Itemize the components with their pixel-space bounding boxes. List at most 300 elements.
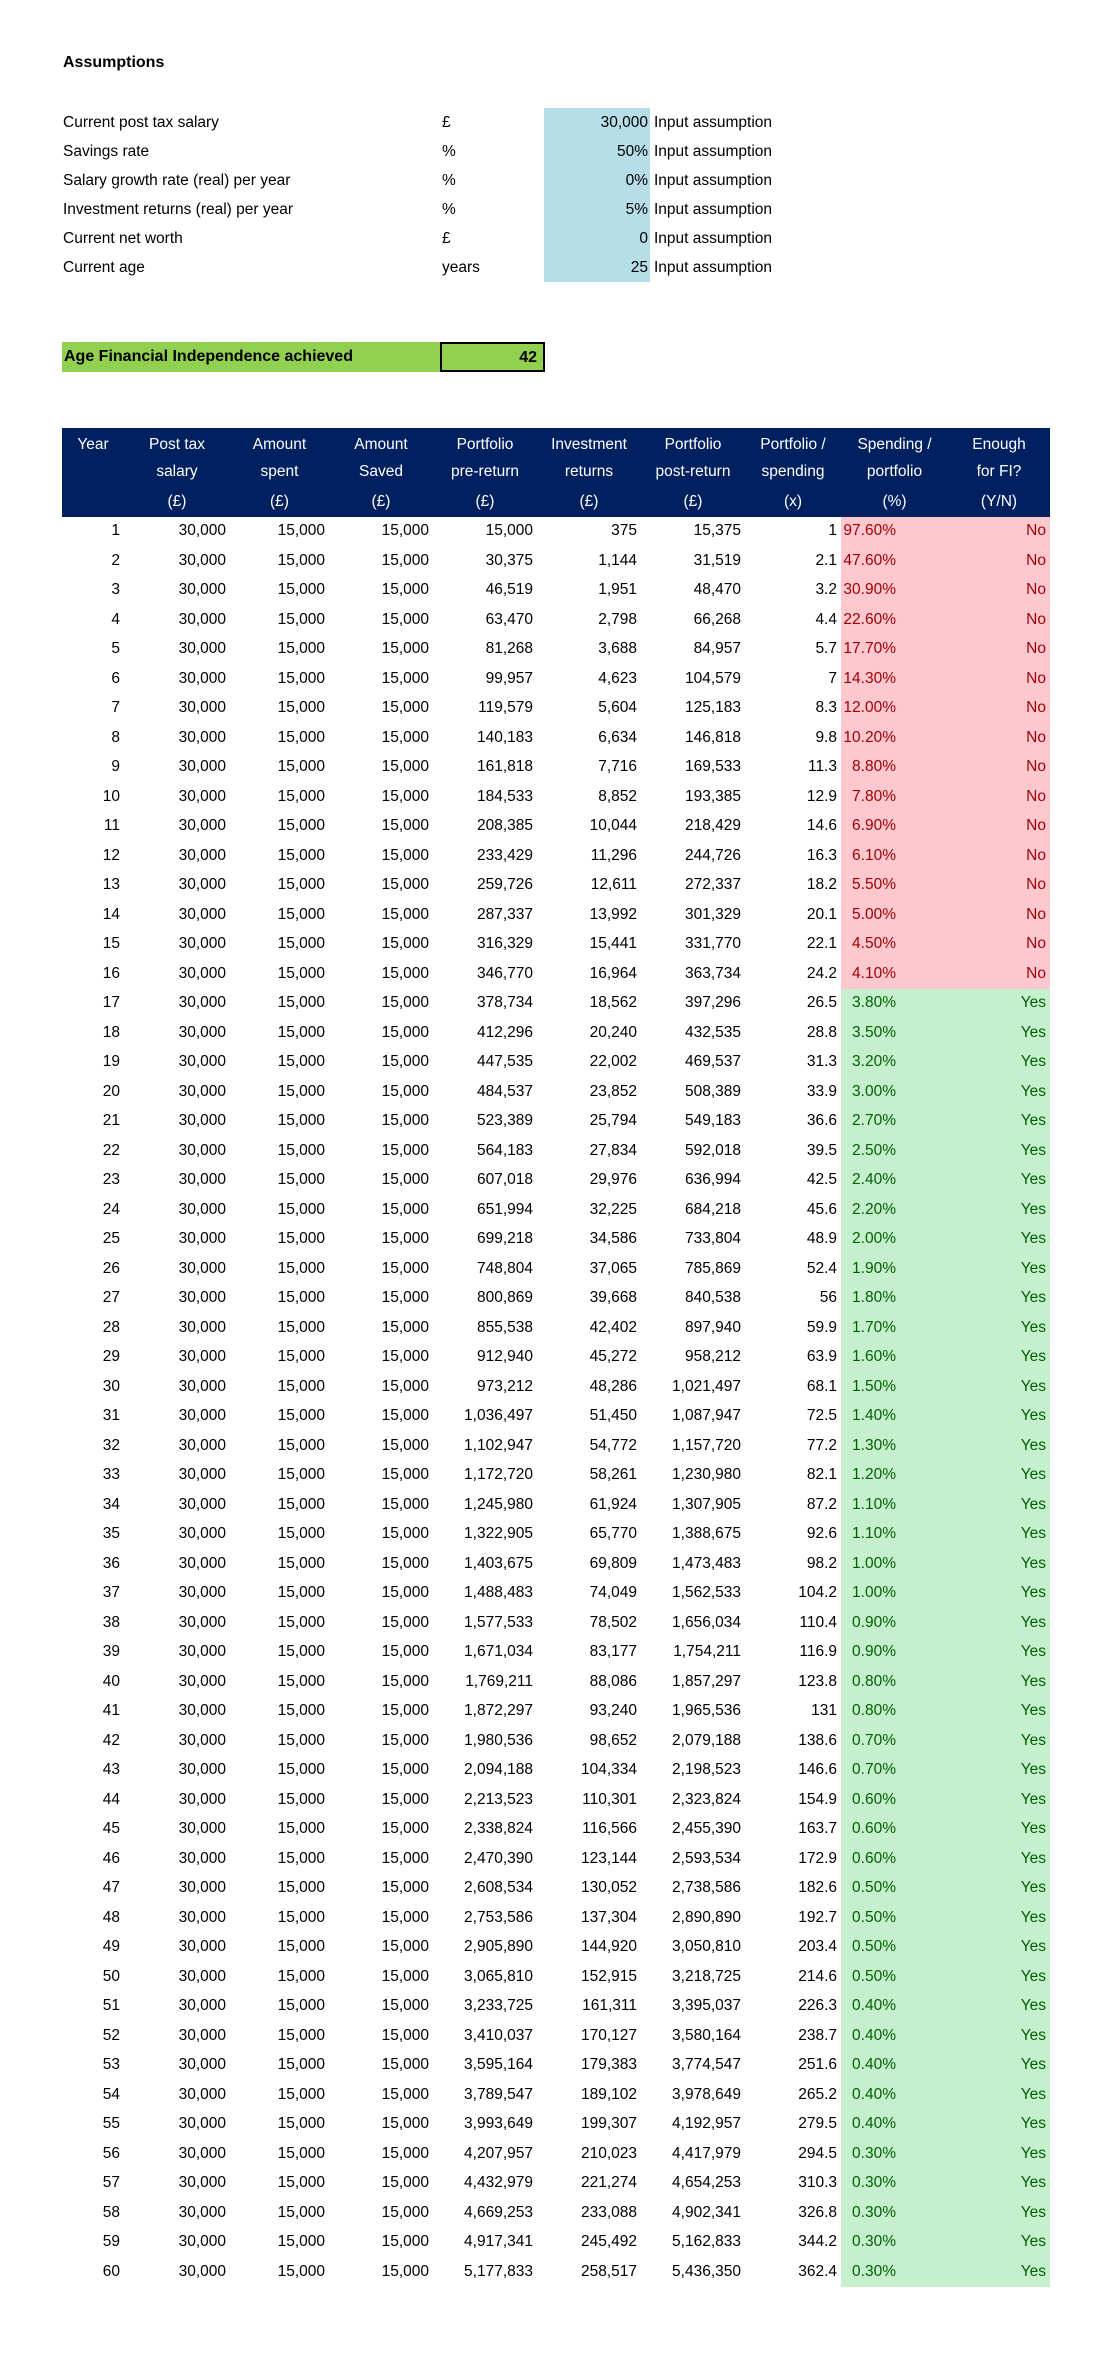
table-cell[interactable]: 170,127	[580, 2026, 637, 2044]
table-cell[interactable]: 63.9	[806, 1348, 837, 1366]
table-cell[interactable]: 3,065,810	[464, 1967, 533, 1985]
table-cell[interactable]: 15,000	[381, 551, 429, 569]
table-cell[interactable]: 0.40%	[841, 2110, 948, 2140]
table-cell[interactable]: 10.20%	[841, 723, 948, 753]
table-cell[interactable]: 233,088	[580, 2203, 637, 2221]
table-cell[interactable]: 15,000	[277, 2056, 325, 2074]
table-cell[interactable]: 30,000	[178, 1259, 226, 1277]
table-cell[interactable]: 2.1	[815, 551, 837, 569]
table-cell[interactable]: 5,177,833	[464, 2262, 533, 2280]
table-cell[interactable]: 733,804	[684, 1230, 741, 1248]
table-cell[interactable]: 1,965,536	[672, 1702, 741, 1720]
table-cell[interactable]: 30,000	[178, 1377, 226, 1395]
table-cell[interactable]: 15,000	[277, 1112, 325, 1130]
table-cell[interactable]: 60	[102, 2262, 120, 2280]
table-cell[interactable]: 97.60%	[841, 517, 948, 547]
table-cell[interactable]: 331,770	[684, 935, 741, 953]
table-cell[interactable]: Yes	[948, 1313, 1050, 1343]
table-cell[interactable]: 30,000	[178, 1289, 226, 1307]
table-cell[interactable]: 20,240	[589, 1023, 637, 1041]
table-cell[interactable]: 30,000	[178, 1672, 226, 1690]
assumption-value[interactable]: 0%	[544, 166, 650, 195]
table-cell[interactable]: 1,980,536	[464, 1731, 533, 1749]
table-cell[interactable]: 0.30%	[841, 2228, 948, 2258]
table-cell[interactable]: 82.1	[806, 1466, 837, 1484]
table-cell[interactable]: 785,869	[684, 1259, 741, 1277]
table-cell[interactable]: 378,734	[476, 994, 533, 1012]
table-cell[interactable]: 8.3	[815, 699, 837, 717]
table-cell[interactable]: 4,902,341	[672, 2203, 741, 2221]
table-cell[interactable]: 0.70%	[841, 1756, 948, 1786]
table-cell[interactable]: No	[948, 546, 1050, 576]
table-cell[interactable]: 15,000	[277, 728, 325, 746]
table-cell[interactable]: 34,586	[589, 1230, 637, 1248]
table-cell[interactable]: 684,218	[684, 1200, 741, 1218]
table-cell[interactable]: 27	[102, 1289, 120, 1307]
table-cell[interactable]: 30,000	[178, 1967, 226, 1985]
table-cell[interactable]: No	[948, 753, 1050, 783]
table-cell[interactable]: No	[948, 605, 1050, 635]
table-cell[interactable]: 15,000	[381, 1082, 429, 1100]
table-cell[interactable]: 1,102,947	[464, 1436, 533, 1454]
table-cell[interactable]: 30,000	[178, 2115, 226, 2133]
table-cell[interactable]: 0.90%	[841, 1608, 948, 1638]
table-cell[interactable]: 1,036,497	[464, 1407, 533, 1425]
table-cell[interactable]: Yes	[948, 1874, 1050, 1904]
table-cell[interactable]: 30,000	[178, 1997, 226, 2015]
table-cell[interactable]: Yes	[948, 2198, 1050, 2228]
table-cell[interactable]: 10,044	[589, 817, 637, 835]
table-cell[interactable]: Yes	[948, 1343, 1050, 1373]
table-cell[interactable]: 15,000	[277, 994, 325, 1012]
table-cell[interactable]: 31.3	[806, 1053, 837, 1071]
table-cell[interactable]: 15,000	[381, 817, 429, 835]
table-cell[interactable]: 5,436,350	[672, 2262, 741, 2280]
table-cell[interactable]: Yes	[948, 1608, 1050, 1638]
table-cell[interactable]: 15,000	[277, 876, 325, 894]
table-cell[interactable]: 447,535	[476, 1053, 533, 1071]
table-cell[interactable]: 30,000	[178, 1436, 226, 1454]
table-cell[interactable]: 15,000	[381, 1613, 429, 1631]
table-cell[interactable]: 2,608,534	[464, 1879, 533, 1897]
table-cell[interactable]: 15,000	[277, 1171, 325, 1189]
table-cell[interactable]: 63,470	[485, 610, 533, 628]
table-cell[interactable]: 5.00%	[841, 900, 948, 930]
table-cell[interactable]: 30,000	[178, 1643, 226, 1661]
table-cell[interactable]: 0.40%	[841, 2080, 948, 2110]
table-cell[interactable]: 45	[102, 1820, 120, 1838]
table-cell[interactable]: 161,818	[476, 758, 533, 776]
table-cell[interactable]: 208,385	[476, 817, 533, 835]
table-cell[interactable]: 4,432,979	[464, 2174, 533, 2192]
table-cell[interactable]: 1.60%	[841, 1343, 948, 1373]
table-cell[interactable]: 607,018	[476, 1171, 533, 1189]
table-cell[interactable]: 15,000	[381, 522, 429, 540]
table-cell[interactable]: Yes	[948, 1461, 1050, 1491]
table-cell[interactable]: 14	[102, 905, 120, 923]
assumption-value[interactable]: 5%	[544, 195, 650, 224]
table-cell[interactable]: 22	[102, 1141, 120, 1159]
table-cell[interactable]: 123,144	[580, 1849, 637, 1867]
table-cell[interactable]: 30,000	[178, 1790, 226, 1808]
table-cell[interactable]: 2.20%	[841, 1195, 948, 1225]
table-cell[interactable]: 15,000	[277, 610, 325, 628]
table-cell[interactable]: 30.90%	[841, 576, 948, 606]
table-cell[interactable]: 30,000	[178, 2233, 226, 2251]
table-cell[interactable]: 15,000	[277, 640, 325, 658]
table-cell[interactable]: 59	[102, 2233, 120, 2251]
table-cell[interactable]: 0.60%	[841, 1815, 948, 1845]
table-cell[interactable]: 15,000	[277, 964, 325, 982]
table-cell[interactable]: 15,000	[381, 1790, 429, 1808]
table-cell[interactable]: 169,533	[684, 758, 741, 776]
table-cell[interactable]: 3.2	[815, 581, 837, 599]
table-cell[interactable]: 15,000	[277, 1053, 325, 1071]
table-cell[interactable]: 3,595,164	[464, 2056, 533, 2074]
table-cell[interactable]: Yes	[948, 1697, 1050, 1727]
table-cell[interactable]: 272,337	[684, 876, 741, 894]
table-cell[interactable]: 2,094,188	[464, 1761, 533, 1779]
table-cell[interactable]: 163.7	[798, 1820, 837, 1838]
table-cell[interactable]: 30,000	[178, 1348, 226, 1366]
table-cell[interactable]: 58	[102, 2203, 120, 2221]
table-cell[interactable]: 48,470	[693, 581, 741, 599]
table-cell[interactable]: 258,517	[580, 2262, 637, 2280]
table-cell[interactable]: 30,375	[485, 551, 533, 569]
table-cell[interactable]: 0.40%	[841, 1992, 948, 2022]
table-cell[interactable]: 36.6	[806, 1112, 837, 1130]
table-cell[interactable]: 1,671,034	[464, 1643, 533, 1661]
table-cell[interactable]: 172.9	[798, 1849, 837, 1867]
table-cell[interactable]: 30,000	[178, 699, 226, 717]
table-cell[interactable]: 72.5	[806, 1407, 837, 1425]
table-cell[interactable]: 30,000	[178, 1171, 226, 1189]
table-cell[interactable]: 21	[102, 1112, 120, 1130]
table-cell[interactable]: 1,403,675	[464, 1554, 533, 1572]
table-cell[interactable]: 30,000	[178, 1082, 226, 1100]
table-cell[interactable]: 57	[102, 2174, 120, 2192]
table-cell[interactable]: No	[948, 694, 1050, 724]
table-cell[interactable]: 15,000	[381, 1023, 429, 1041]
table-cell[interactable]: 310.3	[798, 2174, 837, 2192]
table-cell[interactable]: 0.30%	[841, 2139, 948, 2169]
table-cell[interactable]: 30,000	[178, 1938, 226, 1956]
table-cell[interactable]: 15,000	[277, 1407, 325, 1425]
table-cell[interactable]: 15,000	[381, 1820, 429, 1838]
table-cell[interactable]: 2,455,390	[672, 1820, 741, 1838]
table-cell[interactable]: 3,774,547	[672, 2056, 741, 2074]
table-cell[interactable]: 15,000	[277, 2115, 325, 2133]
table-cell[interactable]: 34	[102, 1495, 120, 1513]
table-cell[interactable]: 0.70%	[841, 1726, 948, 1756]
table-cell[interactable]: 15,000	[277, 1672, 325, 1690]
table-cell[interactable]: 469,537	[684, 1053, 741, 1071]
table-cell[interactable]: 15,000	[277, 817, 325, 835]
table-cell[interactable]: 30,000	[178, 1495, 226, 1513]
table-cell[interactable]: 15,000	[381, 2026, 429, 2044]
table-cell[interactable]: 30,000	[178, 876, 226, 894]
table-cell[interactable]: 15,000	[381, 1702, 429, 1720]
table-cell[interactable]: 3,978,649	[672, 2085, 741, 2103]
table-cell[interactable]: 30,000	[178, 640, 226, 658]
table-cell[interactable]: 146.6	[798, 1761, 837, 1779]
table-cell[interactable]: 0.30%	[841, 2169, 948, 2199]
table-cell[interactable]: Yes	[948, 1048, 1050, 1078]
table-cell[interactable]: 30,000	[178, 1023, 226, 1041]
table-cell[interactable]: No	[948, 635, 1050, 665]
table-cell[interactable]: 15,000	[381, 1230, 429, 1248]
table-cell[interactable]: 30,000	[178, 1879, 226, 1897]
table-cell[interactable]: 58,261	[589, 1466, 637, 1484]
fi-age-value[interactable]: 42	[440, 342, 545, 372]
table-cell[interactable]: 37,065	[589, 1259, 637, 1277]
table-cell[interactable]: 125,183	[684, 699, 741, 717]
table-cell[interactable]: Yes	[948, 2169, 1050, 2199]
table-cell[interactable]: 87.2	[806, 1495, 837, 1513]
table-cell[interactable]: 2,798	[598, 610, 637, 628]
table-cell[interactable]: 1,951	[598, 581, 637, 599]
table-cell[interactable]: 30,000	[178, 1908, 226, 1926]
table-cell[interactable]: 3.80%	[841, 989, 948, 1019]
table-cell[interactable]: 144,920	[580, 1938, 637, 1956]
table-cell[interactable]: 259,726	[476, 876, 533, 894]
table-cell[interactable]: Yes	[948, 989, 1050, 1019]
table-cell[interactable]: 8.80%	[841, 753, 948, 783]
table-cell[interactable]: 20	[102, 1082, 120, 1100]
table-cell[interactable]: 25,794	[589, 1112, 637, 1130]
table-cell[interactable]: Yes	[948, 1520, 1050, 1550]
table-cell[interactable]: Yes	[948, 1962, 1050, 1992]
table-cell[interactable]: 92.6	[806, 1525, 837, 1543]
table-cell[interactable]: No	[948, 723, 1050, 753]
table-cell[interactable]: 51	[102, 1997, 120, 2015]
table-cell[interactable]: 1,562,533	[672, 1584, 741, 1602]
table-cell[interactable]: 16,964	[589, 964, 637, 982]
table-cell[interactable]: 30,000	[178, 522, 226, 540]
table-cell[interactable]: 51,450	[589, 1407, 637, 1425]
table-cell[interactable]: 30,000	[178, 1554, 226, 1572]
table-cell[interactable]: 15,000	[277, 1938, 325, 1956]
table-cell[interactable]: 210,023	[580, 2144, 637, 2162]
table-cell[interactable]: 4,669,253	[464, 2203, 533, 2221]
table-cell[interactable]: 15,000	[277, 1849, 325, 1867]
table-cell[interactable]: 1,172,720	[464, 1466, 533, 1484]
table-cell[interactable]: 344.2	[798, 2233, 837, 2251]
table-cell[interactable]: 15,000	[381, 1200, 429, 1218]
table-cell[interactable]: 9	[111, 758, 120, 776]
table-cell[interactable]: 15,441	[589, 935, 637, 953]
table-cell[interactable]: 3,993,649	[464, 2115, 533, 2133]
table-cell[interactable]: Yes	[948, 1667, 1050, 1697]
table-cell[interactable]: 15,000	[277, 2026, 325, 2044]
table-cell[interactable]: 362.4	[798, 2262, 837, 2280]
table-cell[interactable]: 15,000	[381, 846, 429, 864]
table-cell[interactable]: 279.5	[798, 2115, 837, 2133]
table-cell[interactable]: 55	[102, 2115, 120, 2133]
table-cell[interactable]: 119,579	[478, 699, 533, 717]
table-cell[interactable]: 6.10%	[841, 841, 948, 871]
table-cell[interactable]: 30,000	[178, 1230, 226, 1248]
table-cell[interactable]: 42	[102, 1731, 120, 1749]
table-cell[interactable]: 7.80%	[841, 782, 948, 812]
table-cell[interactable]: 15,000	[277, 1997, 325, 2015]
table-cell[interactable]: 98,652	[589, 1731, 637, 1749]
table-cell[interactable]: 1,473,483	[672, 1554, 741, 1572]
table-cell[interactable]: 1,857,297	[672, 1672, 741, 1690]
table-cell[interactable]: No	[948, 782, 1050, 812]
table-cell[interactable]: 41	[102, 1702, 120, 1720]
table-cell[interactable]: 15,000	[381, 1171, 429, 1189]
table-cell[interactable]: 218,429	[684, 817, 741, 835]
table-cell[interactable]: 203.4	[798, 1938, 837, 1956]
table-cell[interactable]: Yes	[948, 1107, 1050, 1137]
table-cell[interactable]: 131	[811, 1702, 837, 1720]
table-cell[interactable]: 484,537	[476, 1082, 533, 1100]
table-cell[interactable]: 375	[611, 522, 637, 540]
table-cell[interactable]: 48,286	[589, 1377, 637, 1395]
table-cell[interactable]: 1,087,947	[672, 1407, 741, 1425]
table-cell[interactable]: 15,000	[277, 551, 325, 569]
table-cell[interactable]: 523,389	[476, 1112, 533, 1130]
table-cell[interactable]: 30,000	[178, 1820, 226, 1838]
table-cell[interactable]: 363,734	[684, 964, 741, 982]
table-cell[interactable]: 15,000	[381, 964, 429, 982]
table-cell[interactable]: 30,000	[178, 2203, 226, 2221]
table-cell[interactable]: 15,000	[381, 640, 429, 658]
table-cell[interactable]: Yes	[948, 1166, 1050, 1196]
assumption-value[interactable]: 50%	[544, 137, 650, 166]
table-cell[interactable]: 5.7	[815, 640, 837, 658]
table-cell[interactable]: 30,000	[178, 1053, 226, 1071]
table-cell[interactable]: 397,296	[684, 994, 741, 1012]
table-cell[interactable]: No	[948, 517, 1050, 547]
table-cell[interactable]: 161,311	[582, 1997, 637, 2015]
table-cell[interactable]: 15,000	[381, 1525, 429, 1543]
table-cell[interactable]: 30,000	[178, 787, 226, 805]
table-cell[interactable]: 30,000	[178, 1318, 226, 1336]
table-cell[interactable]: 1.80%	[841, 1284, 948, 1314]
table-cell[interactable]: 48.9	[806, 1230, 837, 1248]
table-cell[interactable]: 1.10%	[841, 1490, 948, 1520]
table-cell[interactable]: 15,000	[277, 1377, 325, 1395]
table-cell[interactable]: 154.9	[798, 1790, 837, 1808]
table-cell[interactable]: 36	[102, 1554, 120, 1572]
table-cell[interactable]: 32	[102, 1436, 120, 1454]
table-cell[interactable]: 1,388,675	[672, 1525, 741, 1543]
table-cell[interactable]: 30,000	[178, 2085, 226, 2103]
table-cell[interactable]: 897,940	[684, 1318, 741, 1336]
table-cell[interactable]: 30,000	[178, 2262, 226, 2280]
table-cell[interactable]: 15,000	[381, 1289, 429, 1307]
table-cell[interactable]: 3,580,164	[672, 2026, 741, 2044]
table-cell[interactable]: 3,218,725	[672, 1967, 741, 1985]
table-cell[interactable]: 15,000	[277, 758, 325, 776]
fi-age-label[interactable]: Age Financial Independence achieved	[62, 342, 440, 372]
table-cell[interactable]: 30,000	[178, 2026, 226, 2044]
table-cell[interactable]: 2,470,390	[464, 1849, 533, 1867]
table-cell[interactable]: 30,000	[178, 1761, 226, 1779]
table-cell[interactable]: 326.8	[798, 2203, 837, 2221]
table-cell[interactable]: 1,307,905	[672, 1495, 741, 1513]
table-cell[interactable]: 1.10%	[841, 1520, 948, 1550]
table-cell[interactable]: 15,000	[277, 2085, 325, 2103]
table-cell[interactable]: 15,000	[381, 2233, 429, 2251]
table-cell[interactable]: 15,000	[381, 1908, 429, 1926]
table-cell[interactable]: 15,000	[277, 581, 325, 599]
table-cell[interactable]: 30,000	[178, 1702, 226, 1720]
table-cell[interactable]: 958,212	[684, 1348, 741, 1366]
table-cell[interactable]: 15,000	[277, 1495, 325, 1513]
table-cell[interactable]: Yes	[948, 1490, 1050, 1520]
table-cell[interactable]: 56	[102, 2144, 120, 2162]
table-cell[interactable]: 116,566	[582, 1820, 637, 1838]
table-cell[interactable]: 0.40%	[841, 2051, 948, 2081]
table-cell[interactable]: 294.5	[798, 2144, 837, 2162]
table-cell[interactable]: 245,492	[580, 2233, 637, 2251]
table-cell[interactable]: 30,000	[178, 964, 226, 982]
table-cell[interactable]: No	[948, 664, 1050, 694]
table-cell[interactable]: 15,000	[381, 1672, 429, 1690]
table-cell[interactable]: 30,000	[178, 610, 226, 628]
table-cell[interactable]: 15,000	[277, 1790, 325, 1808]
table-cell[interactable]: 1.90%	[841, 1254, 948, 1284]
table-cell[interactable]: 15,000	[277, 1200, 325, 1218]
table-cell[interactable]: 15,000	[381, 905, 429, 923]
table-cell[interactable]: Yes	[948, 2051, 1050, 2081]
table-cell[interactable]: 22.60%	[841, 605, 948, 635]
table-cell[interactable]: 30,000	[178, 1112, 226, 1130]
table-cell[interactable]: 30,000	[178, 1200, 226, 1218]
table-cell[interactable]: No	[948, 959, 1050, 989]
table-cell[interactable]: 29,976	[589, 1171, 637, 1189]
table-cell[interactable]: 15,000	[277, 1613, 325, 1631]
table-cell[interactable]: 840,538	[684, 1289, 741, 1307]
table-cell[interactable]: 15,000	[381, 935, 429, 953]
assumption-value[interactable]: 30,000	[544, 108, 650, 137]
table-cell[interactable]: 636,994	[684, 1171, 741, 1189]
table-cell[interactable]: 13,992	[589, 905, 637, 923]
table-cell[interactable]: 1,577,533	[464, 1613, 533, 1631]
table-cell[interactable]: 3,789,547	[464, 2085, 533, 2103]
table-cell[interactable]: Yes	[948, 2110, 1050, 2140]
table-cell[interactable]: 30,000	[178, 817, 226, 835]
table-cell[interactable]: 30,000	[178, 1731, 226, 1749]
table-cell[interactable]: 45.6	[806, 1200, 837, 1218]
table-cell[interactable]: 251.6	[798, 2056, 837, 2074]
table-cell[interactable]: 15,000	[277, 1348, 325, 1366]
table-cell[interactable]: 0.80%	[841, 1667, 948, 1697]
table-cell[interactable]: 66,268	[693, 610, 741, 628]
table-cell[interactable]: Yes	[948, 2139, 1050, 2169]
table-cell[interactable]: 30,000	[178, 1584, 226, 1602]
table-cell[interactable]: 3.00%	[841, 1077, 948, 1107]
table-cell[interactable]: 15,000	[277, 1318, 325, 1336]
table-cell[interactable]: 199,307	[580, 2115, 637, 2133]
table-cell[interactable]: 31,519	[693, 551, 741, 569]
table-cell[interactable]: 50	[102, 1967, 120, 1985]
table-cell[interactable]: Yes	[948, 1284, 1050, 1314]
table-cell[interactable]: 15,000	[381, 1643, 429, 1661]
table-cell[interactable]: 25	[102, 1230, 120, 1248]
table-cell[interactable]: 30,000	[178, 905, 226, 923]
table-cell[interactable]: 81,268	[485, 640, 533, 658]
table-cell[interactable]: 214.6	[798, 1967, 837, 1985]
table-cell[interactable]: 4.4	[815, 610, 837, 628]
table-cell[interactable]: 15,000	[381, 1849, 429, 1867]
table-cell[interactable]: 3,233,725	[464, 1997, 533, 2015]
table-cell[interactable]: 15,000	[277, 1879, 325, 1897]
table-cell[interactable]: Yes	[948, 1195, 1050, 1225]
